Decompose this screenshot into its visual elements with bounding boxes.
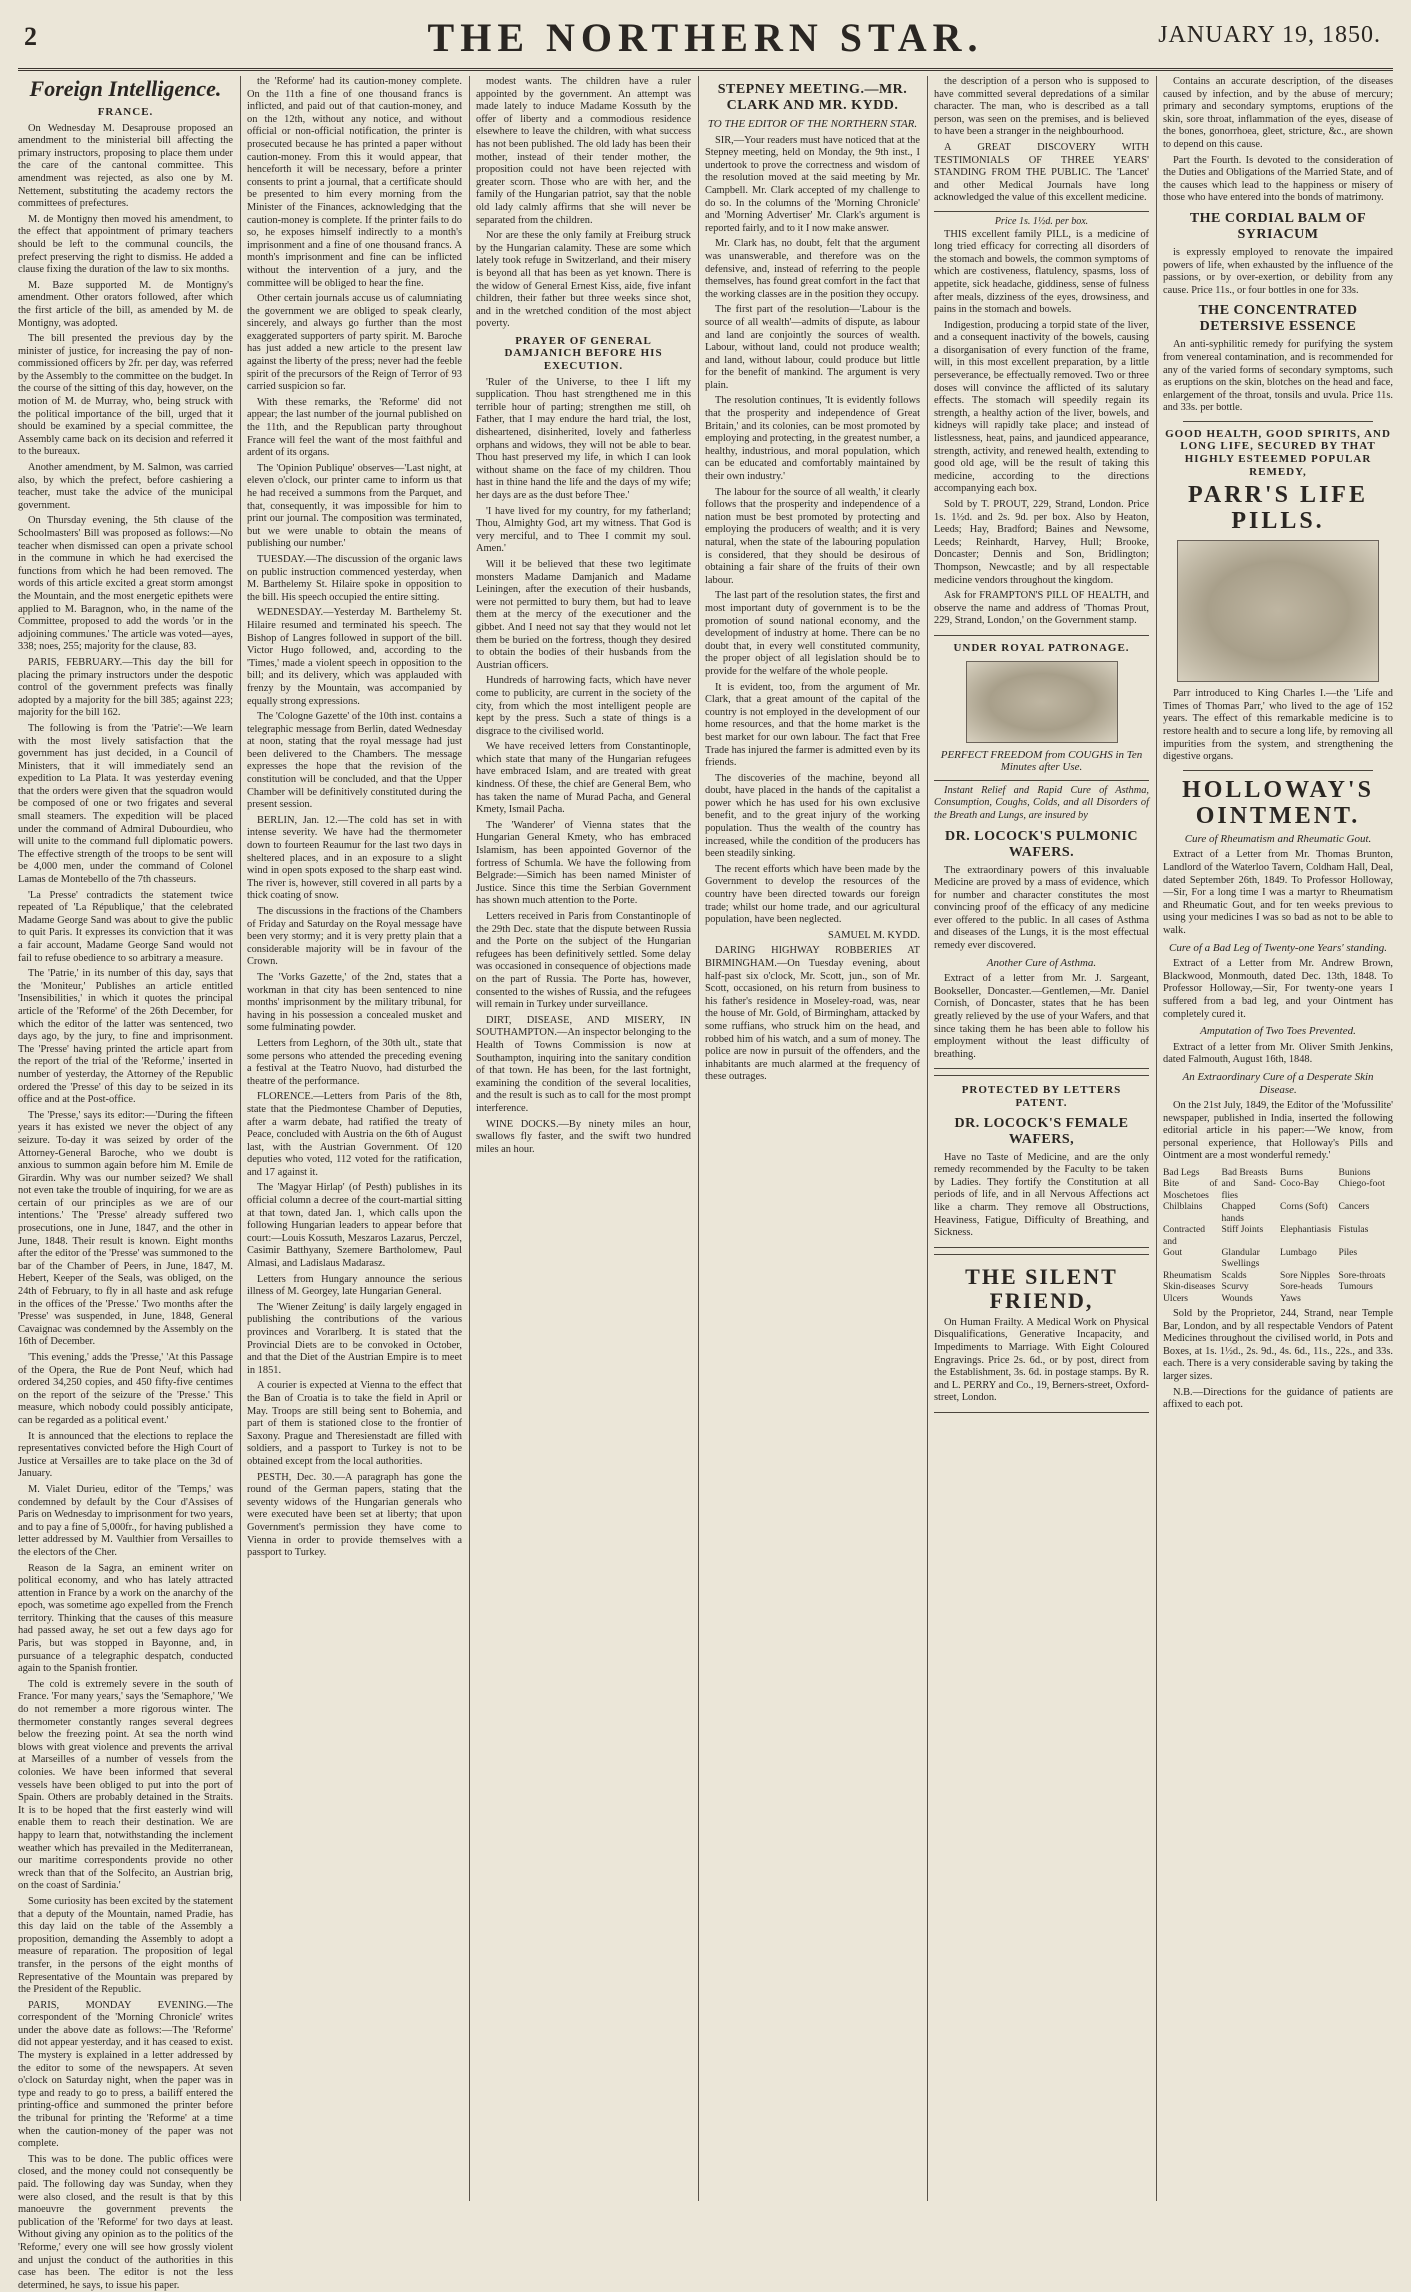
article-paragraph: A GREAT DISCOVERY WITH TESTIMONIALS OF THREE YEARS' STANDING FROM THE PUBLIC. The 'Lancet' and other Medical Journals have long acknowledged the value of this excellent medicine. <box>934 141 1149 204</box>
masthead <box>0 0 1411 70</box>
article-paragraph: 'I have lived for my country, for my fatherland; Thou, Almighty God, art my witness. That God is very merciful, and to Thee I commit my soul. Amen.' <box>476 505 691 555</box>
article-paragraph: PARIS, FEBRUARY.—This day the bill for placing the primary instructors under the despotic control of the government prefects was finally adopted by a majority for the bill 385; against 223; majority for the bill 162. <box>18 656 233 719</box>
ailment-item: Contracted and <box>1163 1224 1206 1247</box>
article-paragraph: Another amendment, by M. Salmon, was carried also, by which the prefect, before cashiering a teacher, must take the advice of the municipal government. <box>18 462 233 511</box>
article-paragraph: M. Vialet Durieu, editor of the 'Temps,' was condemned by default by the Cour d'Assises of Paris on Wednesday to imprisonment for two years, and to pay a fine of 5,000fr., for having published a letter addressed by M. Vaulthier from Versailles to the electors of the Cher. <box>18 1483 233 1558</box>
bad-leg-title: Cure of a Bad Leg of Twenty-one Years' standing. <box>1169 941 1387 954</box>
ailment-item: Fistulas <box>1338 1224 1369 1236</box>
article-paragraph: The 'Magyar Hirlap' (of Pesth) publishes in its official column a decree of the court-martial sitting at that town, dated Jan. 1, which calls upon the following Hungarian leaders to appear before that court:—Louis Kossuth, Meszaros Lazarus, Perczel, Casimir Batthyany, Szemere Bartholomew, Paul Almasi, and Ladislaus Madarasz. <box>247 1182 462 1270</box>
patent-label: PROTECTED BY LETTERS PATENT. <box>961 1084 1122 1109</box>
page-number: 2 <box>24 22 37 51</box>
ailment-item: Sore Nipples <box>1280 1269 1330 1281</box>
article-paragraph: Letters from Hungary announce the serious illness of M. Georgey, late Hungarian General. <box>247 1273 462 1298</box>
article-paragraph: The 'Presse,' says its editor:—'During the fifteen years it has existed we never the object of any seizure. To-day it was seized by order of the Attorney-General Baroche, who we doubt is anxious to summon again before him M. Emile de Girardin. Why was our number seized? We shall not even take the trouble of inquiring, for we are as certain of our principles as we are of our intentions.' The 'Presse' already suffered two prosecutions, one in June, 1847, and the other in June, 1848. Their result is known. Eight months after the editor of the 'Presse' was summoned to the bar of the Chamber of Peers, in June, 1847, M. Hebert, Keeper of the Seals, was obliged, on the 24th of February, to fly in all haste and ask refuge in the offices of the 'Presse.' Two months after the 'Presse' was suspended, in June, 1848, General Cavaignac was condemned by the Assembly on the 16th of December. <box>18 1109 233 1348</box>
wafers-intro: Instant Relief and Rapid Cure of Asthma, Consumption, Coughs, Colds, and all Disorders of the Breath and Lungs, are insured by <box>934 784 1149 821</box>
article-paragraph: It is announced that the elections to replace the representatives convicted before the High Court of Justice at Versailles are to take place on the 3d of January. <box>18 1430 233 1480</box>
column-6 <box>1163 76 1393 2201</box>
ailment-item: Coco-Bay <box>1280 1178 1319 1190</box>
wafers-body: The extraordinary powers of this invaluable Medicine are proved by a mass of evidence, which for number and character constitutes the most convincing proof of the efficacy of any medicine ever offered to the public. In all cases of Asthma and diseases of the Lungs, it is the most effectual remedy ever discovered. <box>934 864 1149 952</box>
skin-disease-body: On the 21st July, 1849, the Editor of the 'Mofussilite' newspaper, published in India, inserted the following editorial article in his paper:—'We know, from personal experience, that Holloway's Pills and Ointment are a most wonderful remedy.' <box>1163 1100 1393 1162</box>
article-paragraph: The recent efforts which have been made by the Government to develop the resources of the country have been directed towards our foreign trade; whilst our home trade, and our agricultural population, have been neglected. <box>705 863 920 926</box>
article-paragraph: Contains an accurate description, of the diseases caused by infection, and by the abuse of mercury; primary and secondary symptoms, eruptions of the skin, sore throat, inflammation of the eyes, disease of the bones, gonorrhoea, gleet, stricture, &c., are shown to depend on this cause. <box>1163 76 1393 150</box>
holloway-ointment-subtitle: Cure of Rheumatism and Rheumatic Gout. <box>1184 832 1372 845</box>
ailment-item: Tumours <box>1338 1281 1373 1293</box>
pulmonic-wafers-ad <box>934 780 1149 1070</box>
old-parr-engraving <box>1177 540 1379 682</box>
ailment-item: Glandular Swellings <box>1221 1246 1260 1270</box>
ailment-item: Bite of Moschetoes <box>1163 1178 1218 1201</box>
ailment-item: Gout <box>1163 1246 1183 1258</box>
ailment-item: Sore-throats <box>1338 1269 1386 1281</box>
article-paragraph: The cold is extremely severe in the south of France. 'For many years,' says the 'Semaphore,' 'We do not remember a more rigorous winter. The thermometer constantly ranges several degrees below the freezing point. At sea the north wind blows with great violence and prevents the arrival at Marseilles of a number of vessels from the colonies. We have been informed that several vessels have been obliged to put into the port of Spain. Others are probably detained in the Straits. It is to be hoped that the first easterly wind will enable them to reach their destination. We are happy to learn that, notwithstanding the inclement weather which has prevailed in the Mediterranean, our maritime correspondents provide no other wreck than that of the Solfecito, an Austrian brig, on the coast of Sardinia.' <box>18 1678 233 1892</box>
pill-body: Indigestion, producing a torpid state of the liver, and a consequent inactivity of the bowels, causing a disorganisation of every function of the frame, will, in this most excellent preparation, by a little perseverance, be effectually removed. Two or three doses will convince the afflicted of its salutary effects. The stomach will speedily regain its strength, a healthy action of the liver, bowels, and kidneys will rapidly take place; and instead of listlessness, heat, pains, and jaundiced appearance, strength, activity, and renewed health, extending to good old age, will be the result of taking this medicine, according to the directions accompanying each box. <box>934 319 1149 495</box>
article-paragraph: SIR,—Your readers must have noticed that at the Stepney meeting, held on Monday, the 9th inst., I undertook to prove the correctness and wisdom of the resolution moved at the said meeting by Mr. Campbell. Mr. Clark accepted of my challenge to do so. In the columns of the 'Morning Chronicle' and 'Morning Advertiser' Mr. Clark's argument is reported fairly, and to it I now make answer. <box>705 134 920 234</box>
ailment-item: Bunions <box>1338 1167 1371 1179</box>
article-paragraph: Reason de la Sagra, an eminent writer on political economy, and who has lately attracted attention in France by a work on the anarchy of the epoch, was sometime ago expelled from the French territory. Thinking that the causes of this measure had passed away, he set out a few days ago for Paris, but was stopped in Bayonne, and, in pursuance of a telegraphic despatch, conducted again to the Spanish frontier. <box>18 1562 233 1675</box>
ailment-item: Chiego-foot <box>1338 1178 1385 1190</box>
article-paragraph: WEDNESDAY.—Yesterday M. Barthelemy St. Hilaire resumed and terminated his speech. The Bishop of Langres followed in support of the bill. Victor Hugo followed, and, according to the 'Times,' made a violent speech in opposition to the bill; and its delivery, which was applauded with frenzy by the Mountain, was accompanied by equally strong expressions. <box>247 607 462 707</box>
article-paragraph: Other certain journals accuse us of calumniating the government we are obliged to speak clearly, sincerely, and always go further than the most exaggerated supporters of party spirit. M. Baroche has just added a new article to the present law against the liberty of the press; never had the feeble spirit of the precursors of the Reign of Terror of 93 carried suspicion so far. <box>247 293 462 393</box>
holloway-sold-by: Sold by the Proprietor, 244, Strand, near Temple Bar, London, and by all respectable Vendors of Patent Medicines throughout the civilised world, in Pots and Boxes, at 1s. 1½d., 2s. 9d., 4s. 6d., 11s., 22s., and 33s. each. There is a very considerable saving by taking the larger sizes. <box>1163 1307 1393 1382</box>
column-1 <box>18 76 233 2291</box>
article-paragraph: TUESDAY.—The discussion of the organic laws on public instruction commenced yesterday, when M. Barthelemy St. Hilaire spoke in opposition to the bill. His speech occupied the entire sitting. <box>247 553 462 603</box>
column-2 <box>247 76 462 2201</box>
ailment-item: Wounds <box>1221 1292 1253 1304</box>
pill-caution: Ask for FRAMPTON'S PILL OF HEALTH, and observe the name and address of 'Thomas Prout, 229, Strand, London,' on the Government stamp. <box>934 590 1149 627</box>
article-paragraph: It is evident, too, from the argument of Mr. Clark, that a great amount of the capital of the country is not employed in the development of our home resources, and that the home market is the best market for our own labour. The fact that Free Trade has injured the farmer is admitted even by its friends. <box>705 681 920 769</box>
holloway-ointment-title: HOLLOWAY'S OINTMENT. <box>1182 776 1374 829</box>
article-paragraph: On Wednesday M. Desaprouse proposed an amendment to the ministerial bill affecting the primary instructors, proposing to place them under the care of the cantonal committee. This amendment was rejected, as also one by M. Nettement, substituting the academy rectors the committees of prefectures. <box>18 122 233 210</box>
parr-pills-banner: GOOD HEALTH, GOOD SPIRITS, AND LONG LIFE, SECURED BY THAT HIGHLY ESTEEMED POPULAR REMEDY, <box>1165 427 1391 478</box>
column-rule <box>1156 76 1157 2201</box>
article-paragraph: This was to be done. The public offices were closed, and the money could not consequently be paid. The following day was Sunday, when they were also closed, and the result is that by this manoeuvre the government prevents the publication of the 'Reforme' for two days at least. Without giving any opinion as to the politics of the 'Reforme,' every one will see how grossly violent and unjust the conduct of the authorities in this case has been. The editor is not the less determined, he says, to issue his paper. <box>18 2153 233 2291</box>
royal-patronage-label: UNDER ROYAL PATRONAGE. <box>953 641 1130 654</box>
masthead-rule <box>18 68 1393 71</box>
article-paragraph: The 'Patrie,' in its number of this day, says that the 'Moniteur,' Publishes an article entitled 'Insensibilities,' in which it quotes the principal article of the 'Reforme' of the 26th December, for which the editor of the latter was sentenced, two days ago, by the jury, to fine and imprisonment. The 'Presse' having printed the article apart from the report of the trial of the 'Reforme,' inserted in number of yesterday, the Attorney of the Republic ordered the 'Presse' of this day to be seized in its office and at the Post-office. <box>18 968 233 1106</box>
article-paragraph: The 'Wiener Zeitung' is daily largely engaged in publishing the contributions of the various provinces and Vorarlberg. It is stated that the Provincial Diets are to be convoked in October, and that the Diet of the Austrian Empire is to meet in 1851. <box>247 1301 462 1376</box>
female-wafers-ad <box>934 1075 1149 1247</box>
ailment-item: Chilblains <box>1163 1201 1203 1213</box>
ailment-item: Elephantiasis <box>1280 1224 1332 1236</box>
amputation-body: Extract of a letter from Mr. Oliver Smith Jenkins, dated Falmouth, August 16th, 1848. <box>1163 1041 1393 1066</box>
article-paragraph: BERLIN, Jan. 12.—The cold has set in with intense severity. We have had the thermometer down to fourteen Reaumur for the last two days in sheltered places, and in an exposure to a slight wind in open spots exposed to the sharp east wind. The river is, however, still covered in all parts by a thick coating of snow. <box>247 814 462 902</box>
article-paragraph: The discussions in the fractions of the Chambers of Friday and Saturday on the Royal message have been very stormy; and it is very pretty plain that a considerable majority will be in favour of the Crown. <box>247 906 462 968</box>
article-paragraph: Will it be believed that these two legitimate monsters Madame Damjanich and Madame Leiningen, after the execution of their husbands, were not permitted to bury them, but had to leave them at the mercy of the executioner and the gibbet. And I need not say that they would not let them be buried on the fortress, though they desired to obtain the bodies of their husbands from the Austrian officers. <box>476 558 691 671</box>
article-paragraph: modest wants. The children have a ruler appointed by the government. An attempt was made lately to induce Madame Kossuth by the offer of liberty and a commodious residence elsewhere to leave the children, with what success has not been published. The old lady has been their mother, instead of their tender mother, the proposition could not have been rejected with greater scorn. Those who are with her, and the family of the Hungarian patriot, say that the noble old lady calmly affirms that she will never be separated from the children. <box>476 76 691 226</box>
article-paragraph: the 'Reforme' had its caution-money complete. On the 11th a fine of one thousand francs is inflicted, and paid out of that caution-money, and on the 12th, without any notice, and without official or non-official notification, the printer is prosecuted because he has printed a paper without caution-money. From this it would appear, that henceforth it will be necessary, before a printer consents to print a journal, that a certificate should be presented to him every morning from the Minister of the Finances, acknowledging that the caution-money is complete. If the printer fails to do so, he exposes himself indirectly to a month's imprisonment and a fine of one thousand francs. A month's imprisonment and fine can be inflicted without the intervention of a jury, and the committee will be obliged to hear the fine. <box>247 76 462 289</box>
column-5 <box>934 76 1149 2201</box>
skin-disease-title: An Extraordinary Cure of a Desperate Skin Disease. <box>1182 1070 1374 1096</box>
freedom-caption: PERFECT FREEDOM from COUGHS in Ten Minutes after Use. <box>940 748 1143 774</box>
column-rule <box>469 76 470 2201</box>
columns <box>18 76 1393 2291</box>
article-paragraph: With these remarks, the 'Reforme' did not appear; the last number of the journal published on the 11th, and the Republican party throughout France will feel the want of the most faithful and ardent of its organs. <box>247 396 462 459</box>
ailment-item: and Sand-flies <box>1221 1178 1276 1201</box>
ailment-item: Lumbago <box>1280 1246 1317 1258</box>
article-paragraph: The 'Vorks Gazette,' of the 2nd, states that a workman in that city has been sentenced to nine months' imprisonment by the military tribunal, for having in his possession a concealed musket and some fulminating powder. <box>247 971 462 1034</box>
article-paragraph: The discoveries of the machine, beyond all doubt, have placed in the hands of the capitalist a power which he has used for his own exclusive benefit, and to the great injury of the working population. Thus the wealth of the country has increased, while the condition of the producers has been steadily sinking. <box>705 772 920 860</box>
subheading-france: FRANCE. <box>97 106 154 118</box>
female-wafers-headline: DR. LOCOCK'S FEMALE WAFERS, <box>954 1115 1129 1147</box>
ailment-item: Piles <box>1338 1246 1358 1258</box>
article-paragraph: Letters received in Paris from Constantinople of the 29th Dec. state that the dispute between Russia and the Porte on the subject of the Hungarian refugees has been definitively settled. Some delay was occasioned in consequence of objections made on the part of Russia. The Porte has, however, consented to the wishes of Russia, and the refugees will remain in Turkey under surveillance. <box>476 911 691 1011</box>
article-paragraph: The following is from the 'Patrie':—We learn with the most lively satisfaction that the government has just decided, in a Council of Ministers, that it will immediately send an expedition to La Plata. It was yesterday evening that the orders were given that the squadron would be composed of one or two frigates and several small steamers. The expedition will be placed under the command of Admiral Dubourdieu, who will unite to the command full diplomatic powers. The effective strength of the troops to be sent will be 4,000 men, under the command of Colonel Lamas de Montebello of the 7th chasseurs. <box>18 722 233 886</box>
pill-price: Price 1s. 1½d. per box. <box>994 215 1089 227</box>
article-paragraph: DARING HIGHWAY ROBBERIES AT BIRMINGHAM.—On Tuesday evening, about half-past six o'clock, Mr. Scott, jun., son of Mr. Scott, occasioned, on his return from business to his father's residence in Moseley-road, was, near the house of Mr. Gold, of Birmingham, attacked by some ruffians, who struck him on the head, and robbed him of his watch, and a sum of money. The police are now in pursuit of the offenders, and the inhabitants are much alarmed at the frequency of these outrages. <box>705 945 920 1083</box>
silent-friend-body: On Human Frailty. A Medical Work on Physical Disqualifications, Generative Incapacity, and Impediments to Marriage. With Eight Coloured Engravings. Price 2s. 6d., or by post, direct from the Establishment, 3s. 6d. in postage stamps. By R. and L. PERRY and Co., 19, Berners-street, Oxford-street, London. <box>934 1316 1149 1404</box>
ailments-list <box>1163 1167 1393 1304</box>
article-paragraph: 'La Presse' contradicts the statement twice repeated of 'La République,' that the celebrated Madame George Sand was about to give the public to quit Paris. It expresses its conviction that it was a fair account, Madame George Sand would not fail to refuse obedience to so arbitrary a measure. <box>18 889 233 964</box>
article-paragraph: Part the Fourth. Is devoted to the consideration of the Duties and Obligations of the Married State, and of the causes which lead to the happiness or misery of those who have entered into the bonds of matrimony. <box>1163 154 1393 204</box>
article-paragraph: The bill presented the previous day by the minister of justice, for increasing the pay of non-commissioned officers by 2fr. per day, was referred by the Assembly to the committee on the budget. In the course of the sitting of this day, however, on the motion of M. de Murray, who, being struck with the political importance of the bill, urged that it should be examined by a special committee, the Assembly came back on its decision and referred it to the bureaux. <box>18 333 233 458</box>
amputation-title: Amputation of Two Toes Prevented. <box>1200 1025 1356 1038</box>
pill-agents: Sold by T. PROUT, 229, Strand, London. Price 1s. 1½d. and 2s. 9d. per box. Also by Heaton, Leeds; Hay, Bradford; Baines and Newsome, Leeds; Reinhardt, Harvey, Hull; Brooke, Doncaster; Dennis and Son, Bridlington; Thompson, Newcastle; and by all respectable medicine vendors throughout the kingdom. <box>934 499 1149 586</box>
ailment-item: Stiff Joints <box>1221 1224 1264 1236</box>
article-paragraph: On Thursday evening, the 5th clause of the Schoolmasters' Bill was proposed as follows:—No teacher when dismissed can open a private school in the commune in which he had exercised the functions from which he had been removed. The words of this article excited a great storm amongst the Mountain, and the most energetic epithets were applied to M. Baragnon, who, in the name of the Committee, proposed to add the words 'or in the adjoining communes.' The article was voted—ayes, 338; noes, 255; majority for the clause, 83. <box>18 515 233 653</box>
parr-pills-body: Parr introduced to King Charles I.—the 'Life and Times of Thomas Parr,' who lived to the age of 152 years. The effect of this remarkable medicine is to restore health and to secure a long life, by removing all impurities from the system, and strengthening the digestive organs. <box>1163 688 1393 763</box>
article-paragraph: We have received letters from Constantinople, which state that many of the Hungarian refugees have embraced Islam, and are treated with great kindness. Of these, the chief are General Bem, who has taken the name of Murad Pacha, and General Kmety, Ismail Pacha. <box>476 741 691 816</box>
pill-headline: THIS excellent family PILL, is a medicine of long tried efficacy for correcting all disorders of the stomach and bowels, the common symptoms of which are costiveness, flatulency, spasms, loss of appetite, sick headache, giddiness, sense of fulness after meals, dizziness of the eyes, drowsiness, and pains in the stomach and bowels. <box>934 228 1149 316</box>
article-paragraph: PESTH, Dec. 30.—A paragraph has gone the round of the German papers, stating that the seventy widows of the Hungarian generals who were executed have been set at liberty; that upon Government's permission they have come to Vienna in order to provide themselves with a passport to Turkey. <box>247 1471 462 1559</box>
pill-advertisement <box>934 211 1149 636</box>
cordial-balm-title: THE CORDIAL BALM OF SYRIACUM <box>1189 210 1367 242</box>
article-paragraph: 'Ruler of the Universe, to thee I lift my supplication. Thou hast strengthened me in this terrible hour of parting; strengthen me still, oh Father, that I may endure the hard trial, the lost, disheartened, disinherited, lovely and fatherless orphans and widows, they will not be able to bear. Thou hast preserved my life, in which I can look without shame on the face of my children. Thou hast in thine hand the life and the days of my wife; her days are as the dust before Thee.' <box>476 376 691 501</box>
holloway-sold-note: N.B.—Directions for the guidance of patients are affixed to each pot. <box>1163 1386 1393 1411</box>
column-3 <box>476 76 691 2201</box>
article-paragraph: Some curiosity has been excited by the statement that a deputy of the Mountain, named Pradie, has this day laid on the table of the Assembly a proposition, demanding the Assembly to adopt a measure of reparation. The proposition of legal transfer, in the persons of the eight months of Representative of the Mountain was prepared by the President of the Republic. <box>18 1895 233 1996</box>
article-paragraph: Nor are these the only family at Freiburg struck by the Hungarian calamity. These are some which lately took refuge in Switzerland, and their misery is beyond all that has been as yet known. There is the widow of General Ernest Kiss, aide, five infant children, their father but three weeks since shot, and in the wretched condition of the most abject poverty. <box>476 230 691 330</box>
article-paragraph: M. de Montigny then moved his amendment, to the effect that appointment of primary teachers should be left to the communal councils, the prefect preserving the right to dismiss. He added a clause fixing the duration of the law to six months. <box>18 213 233 276</box>
article-paragraph: The 'Cologne Gazette' of the 10th inst. contains a telegraphic message from Berlin, dated Wednesday at noon, stating that the royal message had just been delivered to the Chambers. The message expresses the hope that the revision of the constitution will be concluded, and that the Upper Chamber will be definitively constituted during the present session. <box>247 711 462 811</box>
female-wafers-body: Have no Taste of Medicine, and are the only remedy recommended by the Faculty to be taken by Ladies. They fortify the Constitution at all periods of life, and in all Nervous Affections act like a charm. They remove all Obstructions, Heaviness, Fatigue, Difficulty of Breathing, and Sickness. <box>934 1151 1149 1239</box>
column-rule <box>927 76 928 2201</box>
divider <box>1183 421 1373 422</box>
wafers-testimonial: Extract of a letter from Mr. J. Sargeant, Bookseller, Doncaster.—Gentlemen,—Mr. Daniel Cornish, of Doncaster, states that he has been greatly relieved by the use of your Wafers, and that since taking them he has been able to follow his employment without the least difficulty of breathing. <box>934 973 1149 1060</box>
ailment-item: Chapped hands <box>1221 1201 1256 1224</box>
wafers-headline: DR. LOCOCK'S PULMONIC WAFERS. <box>945 828 1138 860</box>
cordial-balm-body: is expressly employed to renovate the impaired powers of life, when exhausted by the influence of the passions, or by over-exertion, or debility from any cause. Price 11s., or four bottles in one for 33s. <box>1163 246 1393 296</box>
ailment-item: Scalds <box>1221 1269 1247 1281</box>
column-4 <box>705 76 920 2201</box>
ailment-item: Burns <box>1280 1167 1303 1179</box>
royal-arms-engraving <box>966 661 1118 743</box>
ailment-item: Yaws <box>1280 1292 1301 1304</box>
holloway-ointment-body: Extract of a Letter from Mr. Thomas Brunton, Landlord of the Waterloo Tavern, Coldham Hall, Deal, dated September 26th, 1849. To Professor Holloway,—Sir, For a long time I was a martyr to Rheumatism and Rheumatic Gout, and for ten weeks previous to using your medicines I was so bad as not to be able to walk. <box>1163 849 1393 936</box>
letter-subheading: TO THE EDITOR OF THE NORTHERN STAR. <box>707 118 918 130</box>
article-paragraph: The resolution continues, 'It is evidently follows that the prosperity and independence of Great Britain,' and its colonies, can be most promoted by employing and protecting, in the greatest number, a healthy, industrious, and moral population, which can be educated and comfortably maintained by their own industry.' <box>705 395 920 483</box>
column-rule <box>698 76 699 2201</box>
article-paragraph: A courier is expected at Vienna to the effect that the Ban of Croatia is to take the field in April or May. Troops are still being sent to Bohemia, and part of them is stationed close to the frontier of Saxony. Prague and Theresienstadt are filled with soldiers, and a passport to Turkey is not to be obtained except from the local authorities. <box>247 1380 462 1467</box>
ailment-item: Cancers <box>1338 1201 1370 1213</box>
ailment-item: Corns (Soft) <box>1280 1201 1328 1213</box>
ailment-item: Scurvy <box>1221 1281 1249 1293</box>
stepney-heading: STEPNEY MEETING.—MR. CLARK AND MR. KYDD. <box>717 82 908 113</box>
divider <box>1183 770 1373 771</box>
ailment-item: Rheumatism <box>1163 1269 1212 1281</box>
article-paragraph: The first part of the resolution—'Labour is the source of all wealth'—admits of dispute, as labour and land are conjointly the sources of wealth. Labour, without land, could not produce wealth; and land, without labour, could produce but little for the benefit of mankind. The argument is very plain. <box>705 304 920 391</box>
article-paragraph: FLORENCE.—Letters from Paris of the 8th, state that the Piedmontese Chamber of Deputies, after a warm debate, had ratified the treaty of Peace, concluded with Austria on the 6th of August last, with the Austrian Government. Of 120 deputies who voted, 112 voted for the ratification, and 17 against it. <box>247 1091 462 1178</box>
wafers-testimonial-title: Another Cure of Asthma. <box>986 956 1097 969</box>
issue-date: JANUARY 19, 1850. <box>1158 22 1381 48</box>
bad-leg-body: Extract of a Letter from Mr. Andrew Brown, Blackwood, Monmouth, dated Dec. 13th, 1848. To Professor Holloway,—Sir, For twenty-one years I suffered from a bad leg, and your Ointment has completely cured it. <box>1163 958 1393 1020</box>
column-rule <box>240 76 241 2201</box>
article-paragraph: The 'Opinion Publique' observes—'Last night, at eleven o'clock, our printer came to inform us that he had received a summons from the Parquet, and that, consequently, it was impossible for him to print our journal. The composition was terminated, but we were unable to obtain the means of publishing our number.' <box>247 462 462 550</box>
newspaper-title: THE NORTHERN STAR. <box>427 15 984 60</box>
article-paragraph: Letters from Leghorn, of the 30th ult., state that some persons who attended the preceding evening a festival at the Teatro Nuovo, had disturbed the theatre of the performance. <box>247 1037 462 1087</box>
prayer-heading: PRAYER OF GENERAL DAMJANICH BEFORE HIS EXECUTION. <box>504 334 663 373</box>
ailment-item: Ulcers <box>1163 1292 1189 1304</box>
article-paragraph: PARIS, MONDAY EVENING.—The correspondent of the 'Morning Chronicle' writes under the above date as follows:—The 'Reforme' did not appear yesterday, and it has ceased to exist. The mystery is explained in a letter addressed by the editor to some of the newspapers. At seven o'clock on Saturday night, when the paper was in type and ready to go to press, a bailiff entered the printing-office and summoned the printer before the tribunal for printing the 'Reforme' at a time when the caution-money of the paper was not complete. <box>18 1999 233 2150</box>
article-paragraph: The labour for the source of all wealth,' it clearly follows that the prosperity and independence of a nation must be best promoted by protecting and employing the producers of wealth; and it is very natural, when the state of the labouring population is considered, that they should be desirous of obtaining a fair share of the fruits of their own labour. <box>705 486 920 586</box>
detersive-essence-body: An anti-syphilitic remedy for purifying the system from venereal contamination, and is recommended for any of the varied forms of secondary symptoms, such as eruptions on the skin, blotches on the head and face, enlargement of the throat, tonsils and uvula. Price 11s. and 33s. per bottle. <box>1163 339 1393 414</box>
article-paragraph: The 'Wanderer' of Vienna states that the Hungarian General Kmety, who has embraced Islamism, has been appointed Governor of the fortress of Schumla. We have the following from Belgrade:—Simich has been named Minister of Justice. Since this time the Serbian Government has shown much attention to the Porte. <box>476 819 691 907</box>
article-paragraph: WINE DOCKS.—By ninety miles an hour, swallows fly faster, and the swift two hundred miles an hour. <box>476 1118 691 1155</box>
article-paragraph: Hundreds of harrowing facts, which have never come to publicity, are current in the society of the city, from which the most intelligent people are kept by the press. Such a state of things is a disgrace to the civilised world. <box>476 675 691 737</box>
ailment-item: Skin-diseases <box>1163 1281 1216 1293</box>
detersive-essence-title: THE CONCENTRATED DETERSIVE ESSENCE <box>1198 303 1358 335</box>
article-paragraph: the description of a person who is supposed to have committed several depredations of a similar character. The man, who is described as a tall person, was seen on the premises, and is believed to have been a stranger in the neighbourhood. <box>934 76 1149 138</box>
article-paragraph: The last part of the resolution states, the first and most important duty of government is to be the promotion of sound national economy, and the development of industry at home. There can be no doubt that, in every well constituted community, the proper object of all legislation should be to provide for the welfare of the whole people. <box>705 590 920 677</box>
silent-friend-headline: THE SILENT FRIEND, <box>965 1263 1118 1313</box>
parr-pills-title: PARR'S LIFE PILLS. <box>1188 482 1368 535</box>
article-paragraph: M. Baze supported M. de Montigny's amendment. Other orators followed, after which the first article of the bill, as amended by M. de Montigny, was adopted. <box>18 279 233 329</box>
article-paragraph: DIRT, DISEASE, AND MISERY, IN SOUTHAMPTON.—An inspector belonging to the Health of Towns Commission is now at Southampton, inquiring into the sanitary condition of that town. He has been, for the last fortnight, examining the condition of the several localities, and the result is such as to call for the most prompt interference. <box>476 1014 691 1114</box>
section-heading-foreign: Foreign Intelligence. <box>29 76 222 101</box>
ailment-item: Bad Legs <box>1163 1167 1200 1179</box>
silent-friend-ad <box>934 1254 1149 1413</box>
ailment-item: Sore-heads <box>1280 1281 1323 1293</box>
letter-signature: SAMUEL M. KYDD. <box>828 929 920 941</box>
article-paragraph: Mr. Clark has, no doubt, felt that the argument was unanswerable, and therefore was on the defensive, and, instead of referring to the people themselves, has found great comfort in the fact that the working classes are in the position they occupy. <box>705 238 920 300</box>
article-paragraph: 'This evening,' adds the 'Presse,' 'At this Passage of the Opera, the Rue de Pont Neuf, which had ordered 34,250 copies, and 450 fifty-five centimes on the report of the seizure of the 'Presse.' This measure, which nobody could possibly anticipate, can be regarded as a political event.' <box>18 1352 233 1426</box>
ailment-item: Bad Breasts <box>1221 1167 1268 1179</box>
